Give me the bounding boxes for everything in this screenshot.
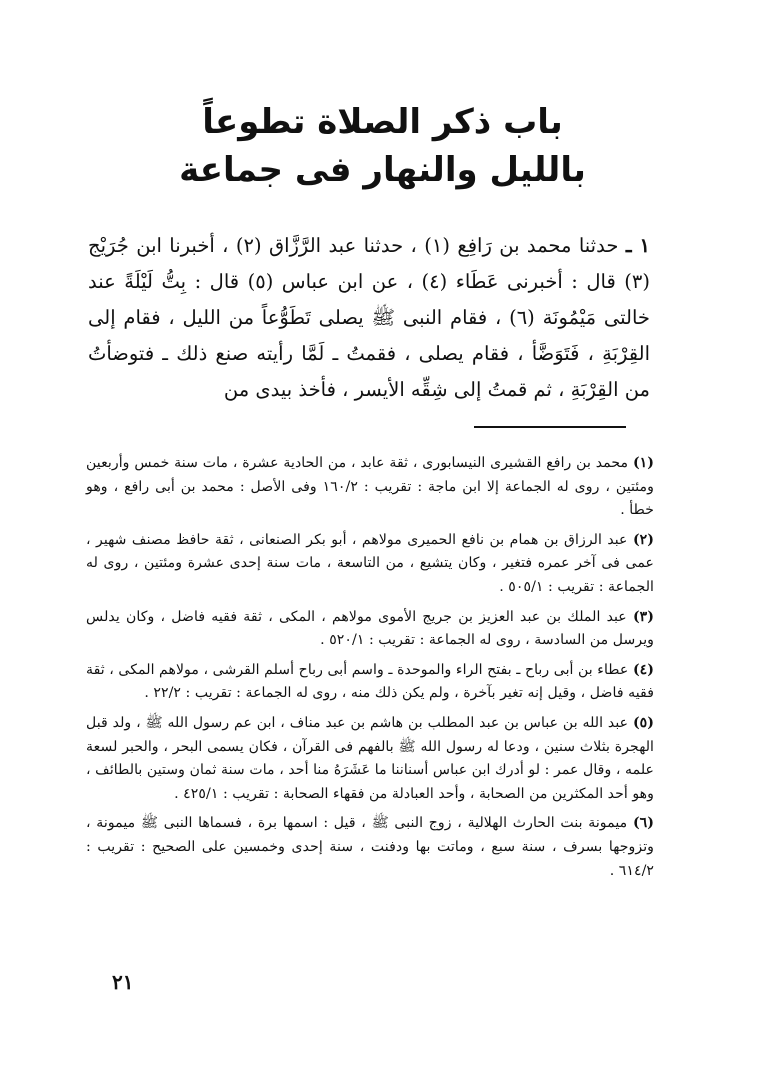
footnote-6 [86,812,654,883]
chapter-title [150,98,615,194]
footnote-1 [86,452,654,523]
footnote-number: (١) [632,455,654,471]
footnote-text: محمد بن رافع القشيرى النيسابورى ، ثقة عابد ، من الحادية عشرة ، مات سنة خمس وأربعين ومئتين ، روى له الجماعة إلا ابن ماجة : تقريب : ١٦٠/٢ وفى الأصل : محمد بن أبى رافع ، وهو خطأ . [86,455,655,519]
footnote-3 [86,606,654,653]
footnote-text: ميمونة بنت الحارث الهلالية ، زوج النبى ﷺ ، قيل : اسمها برة ، فسماها النبى ﷺ ميمونة ، وتزوجها بسرف ، سنة سبع ، وماتت بها ودفنت ، سنة إحدى وخمسين على الصحيح : تقريب : ٦١٤/٢ . [86,815,654,879]
hadith-body: حدثنا محمد بن رَافِع (١) ، حدثنا عبد الرَّزَّاق (٢) ، أخبرنا ابن جُرَيْج (٣) قال : أخبرنى عَطَاء (٤) ، عن ابن عباس (٥) قال : بِتُّ لَيْلَةً عند خالتى مَيْمُونَة (٦) ، فقام النبى ﷺ يصلى تَطَوُّعاً من الليل ، فقام إلى القِرْبَةِ ، فَتَوَضَّأ ، فقام يصلى ، فقمتُ ـ لَمَّا رأيته صنع ذلك ـ فتوضأتُ من القِرْبَةِ ، ثم قمتُ إلى شِقِّه الأيسر ، فأخذ بيدى من [88,234,651,401]
footnote-4 [86,659,654,706]
footnote-text: عبد الرزاق بن همام بن نافع الحميرى مولاهم ، أبو بكر الصنعانى ، ثقة حافظ مصنف شهير ، عمى فى آخر عمره فتغير ، وكان يتشيع ، من التاسعة ، مات سنة إحدى عشرة ومئتين ، روى له الجماعة : تقريب : ٥٠٥/١ . [86,531,654,595]
page-number: ٢١ [112,970,134,994]
footnote-text: عطاء بن أبى رباح ـ بفتح الراء والموحدة ـ واسم أبى رباح أسلم القرشى ، مولاهم المكى ، ثقة فقيه فاضل ، وقيل إنه تغير بآخرة ، ولم يكن ذلك منه ، روى له الجماعة : تقريب : ٢٢/٢ . [86,661,654,702]
footnotes [86,452,654,889]
footnote-number: (٥) [632,714,654,731]
chapter-title-line-2: بالليل والنهار فى جماعة [179,150,586,190]
footnote-2 [86,529,654,600]
footnote-text: عبد الله بن عباس بن عبد المطلب بن هاشم بن عبد مناف ، ابن عم رسول الله ﷺ ، ولد قبل الهجرة بثلاث سنين ، ودعا له رسول الله ﷺ بالفهم فى القرآن ، فكان يسمى البحر ، والحبر لسعة علمه ، وقال عمر : لو أدرك ابن عباس أسناننا ما عَشَرَهُ منا أحد ، مات سنة ثمان وستين بالطائف ، وهو أحد المكثرين من الصحابة ، وأحد العبادلة من فقهاء الصحابة : تقريب : ٤٢٥/١ . [86,714,654,802]
footnote-number: (٦) [632,815,654,832]
footnote-number: (٢) [632,531,654,548]
footnote-number: (٣) [632,608,654,625]
footnote-text: عبد الملك بن عبد العزيز بن جريج الأموى مولاهم ، المكى ، ثقة فقيه فاضل ، وكان يدلس ويرسل من السادسة ، روى له الجماعة : تقريب : ٥٢٠/١ . [86,608,654,649]
footnote-5 [86,712,654,806]
hadith-text [88,228,650,408]
chapter-title-line-1: باب ذكر الصلاة تطوعاً [202,102,563,142]
hadith-number: ١ ـ [625,234,650,257]
footnote-number: (٤) [632,661,654,678]
footnote-divider [474,426,626,428]
